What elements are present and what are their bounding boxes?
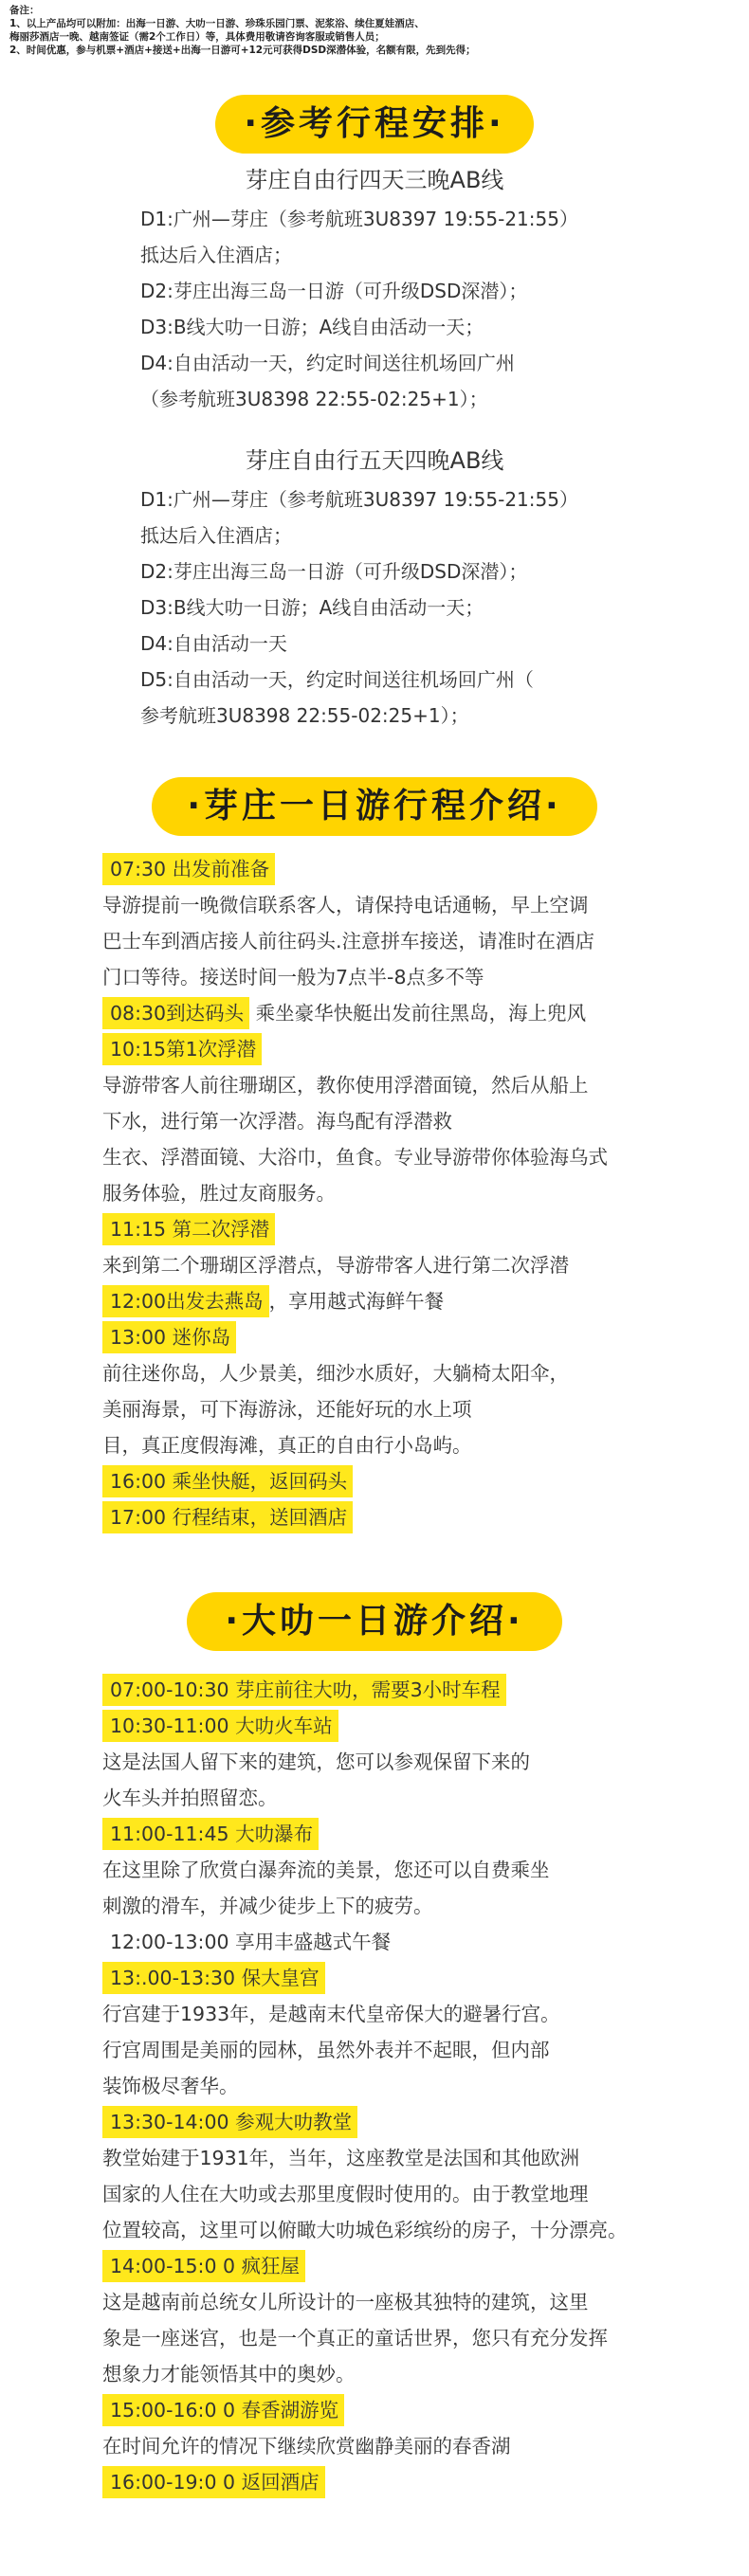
plan-a-subtitle: 芽庄自由行四天三晚AB线 [245,167,504,193]
schedule-row [102,1319,711,1355]
schedule-row [102,1463,711,1499]
schedule-row [102,2392,711,2428]
dalat-tour-items [0,1672,749,2500]
schedule-description-line: 行宫周围是美丽的园林，虽然外表并不起眼，但内部 [102,2039,550,2061]
nhatrang-tour-section [0,777,749,1535]
plan-b-line: D4:自由活动一天 [140,632,287,655]
plan-a-line: D3:B线大叻一日游；A线自由活动一天； [140,316,484,338]
dalat-tour-section [0,1592,749,2500]
schedule-description-line: 前往迷你岛，人少景美，细沙水质好，大躺椅太阳伞， [102,1362,569,1385]
notes-line-3: 2、时间优惠，参与机票+酒店+接送+出海一日游可+12元可获得DSD深潜体验，名额有限，先到先得； [9,45,476,56]
schedule-description-line: 刺激的滑车，并减少徒步上下的疲劳。 [102,1895,433,1917]
plan-a-line: （参考航班3U8398 22:55-02:25+1）； [140,388,488,410]
plan-a-lines [0,201,749,417]
plan-b-line: 抵达后入住酒店； [140,524,292,547]
schedule-time-highlight: 12:00出发去燕岛 [102,1285,269,1317]
plan-b-line: D5:自由活动一天，约定时间送往机场回广州（ [140,668,534,691]
schedule-row [102,851,711,887]
notes-block [0,0,749,72]
schedule-description-line: 美丽海景，可下海游泳，还能好玩的水上项 [102,1398,472,1421]
schedule-description-line: 位置较高，这里可以俯瞰大叻城色彩缤纷的房子，十分漂亮。 [102,2219,628,2241]
itinerary-section [0,95,749,734]
plan-a-line: 抵达后入住酒店； [140,244,292,266]
notes-line-1: 1、以上产品均可以附加：出海一日游、大叻一日游、珍珠乐园门票、泥浆浴、续住夏娃酒店、 [9,18,425,29]
schedule-time-highlight: 07:30 出发前准备 [102,853,275,885]
schedule-row [102,2248,711,2284]
schedule-time-highlight: 16:00-19:0 0 返回酒店 [102,2466,325,2498]
schedule-description-line: 目，真正度假海滩，真正的自由行小岛屿。 [102,1434,472,1457]
notes-heading: 备注： [9,5,40,16]
section-title-itinerary: ·参考行程安排· [215,95,534,154]
schedule-description-line: 导游带客人前往珊瑚区，教你使用浮潜面镜，然后从船上 [102,1074,589,1097]
schedule-time-highlight: 07:00-10:30 芽庄前往大叻，需要3小时车程 [102,1674,506,1706]
schedule-description-line: 这是法国人留下来的建筑，您可以参观保留下来的 [102,1751,530,1773]
schedule-description-line: 象是一座迷宫，也是一个真正的童话世界，您只有充分发挥 [102,2327,608,2349]
schedule-time-highlight: 08:30到达码头 [102,997,249,1029]
schedule-time-highlight: 13:.00-13:30 保大皇宫 [102,1962,325,1994]
schedule-description-line: 下水，进行第一次浮潜。海鸟配有浮潜救 [102,1110,452,1133]
section-title-nhatrang-tour: ·芽庄一日游行程介绍· [152,777,597,836]
schedule-inline-text: ，享用越式海鲜午餐 [268,1290,445,1313]
schedule-row [102,1924,711,1960]
plan-b-line: 参考航班3U8398 22:55-02:25+1）； [140,704,469,727]
schedule-description-line: 这是越南前总统女儿所设计的一座极其独特的建筑，这里 [102,2291,589,2313]
plan-b-line: D1:广州—芽庄（参考航班3U8397 19:55-21:55） [140,488,578,511]
schedule-description-line: 巴士车到酒店接人前往码头.注意拼车接送，请准时在酒店 [102,930,595,952]
plan-b-subtitle: 芽庄自由行五天四晚AB线 [245,447,504,474]
plan-a-line: D4:自由活动一天，约定时间送往机场回广州 [140,352,515,374]
schedule-row [102,1672,711,1708]
schedule-description-line: 火车头并拍照留恋。 [102,1787,278,1809]
schedule-description-line: 导游提前一晚微信联系客人，请保持电话通畅，早上空调 [102,894,589,916]
schedule-row [102,1283,711,1319]
schedule-description-line: 装饰极尽奢华。 [102,2075,239,2097]
plan-b-line: D2:芽庄出海三岛一日游（可升级DSD深潜）； [140,560,528,583]
schedule-time-highlight: 11:00-11:45 大叻瀑布 [102,1818,319,1850]
schedule-row [102,1960,711,1996]
schedule-row [102,2104,711,2140]
schedule-time-highlight: 12:00-13:00 享用丰盛越式午餐 [110,1931,392,1953]
schedule-description-line: 在这里除了欣赏白瀑奔流的美景，您还可以自费乘坐 [102,1859,550,1881]
schedule-description-line: 国家的人住在大叻或去那里度假时使用的。由于教堂地理 [102,2183,589,2205]
schedule-row [102,2464,711,2500]
schedule-row [102,1031,711,1067]
schedule-description-line: 想象力才能领悟其中的奥妙。 [102,2363,356,2386]
schedule-time-highlight: 13:00 迷你岛 [102,1321,236,1353]
schedule-row [102,995,711,1031]
plan-a-line: D1:广州—芽庄（参考航班3U8397 19:55-21:55） [140,208,578,230]
schedule-time-highlight: 15:00-16:0 0 春香湖游览 [102,2394,344,2426]
plan-b-line: D3:B线大叻一日游；A线自由活动一天； [140,596,484,619]
schedule-row [102,1816,711,1852]
schedule-row [102,1708,711,1744]
notes-line-2: 梅丽莎酒店一晚、越南签证（需2个工作日）等，具体费用敬请咨询客服或销售人员； [9,31,385,43]
section-title-dalat-tour: ·大叻一日游介绍· [187,1592,562,1651]
schedule-row [102,1211,711,1247]
schedule-description-line: 服务体验，胜过友商服务。 [102,1182,336,1205]
schedule-time-highlight: 11:15 第二次浮潜 [102,1213,275,1245]
plan-a-line: D2:芽庄出海三岛一日游（可升级DSD深潜）； [140,280,528,302]
plan-b-lines [0,481,749,734]
schedule-time-highlight: 10:15第1次浮潜 [102,1033,262,1065]
schedule-time-highlight: 17:00 行程结束，送回酒店 [102,1501,353,1533]
schedule-time-highlight: 13:30-14:00 参观大叻教堂 [102,2106,357,2138]
schedule-description-line: 行宫建于1933年，是越南末代皇帝保大的避暑行宫。 [102,2003,560,2025]
schedule-description-line: 教堂始建于1931年，当年，这座教堂是法国和其他欧洲 [102,2147,580,2169]
nhatrang-tour-items [0,851,749,1535]
schedule-description-line: 在时间允许的情况下继续欣赏幽静美丽的春香湖 [102,2435,511,2458]
schedule-time-highlight: 16:00 乘坐快艇，返回码头 [102,1465,353,1497]
schedule-description-line: 门口等待。接送时间一般为7点半-8点多不等 [102,966,484,989]
schedule-time-highlight: 14:00-15:0 0 疯狂屋 [102,2250,305,2282]
schedule-inline-text: 乘坐豪华快艇出发前往黑岛，海上兜风 [249,1002,587,1025]
schedule-description-line: 生衣、浮潜面镜、大浴巾，鱼食。专业导游带你体验海乌式 [102,1146,608,1169]
schedule-description-line: 来到第二个珊瑚区浮潜点，导游带客人进行第二次浮潜 [102,1254,569,1277]
schedule-time-highlight: 10:30-11:00 大叻火车站 [102,1710,338,1742]
schedule-row [102,1499,711,1535]
